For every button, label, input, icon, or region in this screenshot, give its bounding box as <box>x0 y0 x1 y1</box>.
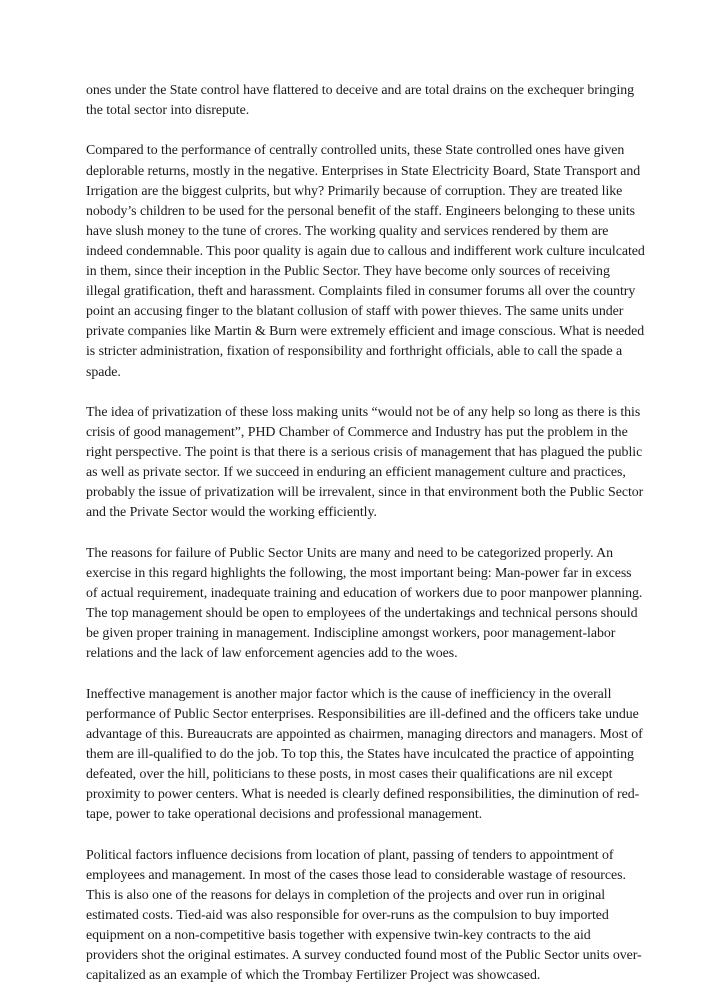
paragraph-3: The idea of privatization of these loss making units “would not be of any help so long as there is this crisis of good management”, PHD Chamber of Commerce and Industry has put the problem in the right perspective. The point is that there is a serious crisis of management that has plagued the public as well as private sector. If we succeed in enduring an efficient management culture and practices, probably the issue of privatization will be irrevalent, since in that environment both the Public Sector and the Private Sector would the working efficiently. <box>86 404 644 521</box>
paragraph-5: Ineffective management is another major factor which is the cause of inefficiency in the overall performance of Public Sector enterprises. Responsibilities are ill-defined and the officers take undue advantage of this. Bureaucrats are appointed as chairmen, managing directors and managers. Most of them are ill-qualified to do the job. To top this, the States have inculcated the practice of appointing defeated, over the hill, politicians to these posts, in most cases their qualifications are nil except proximity to power centers. What is needed is clearly defined responsibilities, the diminution of red-tape, power to take operational decisions and professional management. <box>86 686 643 823</box>
document-body <box>86 81 646 986</box>
paragraph-6: Political factors influence decisions from location of plant, passing of tenders to appointment of employees and management. In most of the cases those lead to considerable wastage of resources. This is also one of the reasons for delays in completion of the projects and over run in original estimated costs. Tied-aid was also responsible for over-runs as the compulsion to buy imported equipment on a non-competitive basis together with expensive twin-key contracts to the aid providers shot the original estimates. A survey conducted found most of the Public Sector units over-capitalized as an example of which the Trombay Fertilizer Project was showcased. <box>86 847 642 984</box>
paragraph-4: The reasons for failure of Public Sector Units are many and need to be categorized properly. An exercise in this regard highlights the following, the most important being: Man-power far in excess of actual requirement, inadequate training and education of workers due to poor manpower planning. The top management should be open to employees of the undertakings and technical persons should be given proper training in management. Indiscipline amongst workers, poor management-labor relations and the lack of law enforcement agencies add to the woes. <box>86 545 643 662</box>
paragraph-2: Compared to the performance of centrally controlled units, these State controlled ones have given deplorable returns, mostly in the negative. Enterprises in State Electricity Board, State Transport and Irrigation are the biggest culprits, but why? Primarily because of corruption. They are treated like nobody’s children to be used for the personal benefit of the staff. Engineers belonging to these units have slush money to the tune of crores. The working quality and services rendered by them are indeed condemnable. This poor quality is again due to callous and indifferent work culture inculcated in them, since their inception in the Public Sector. They have become only sources of receiving illegal gratification, theft and harassment. Complaints filed in consumer forums all over the country point an accusing finger to the blatant collusion of staff with power thieves. The same units under private companies like Martin & Burn were extremely efficient and image conscious. What is needed is stricter administration, fixation of responsibility and forthright officials, able to call the spade a spade. <box>86 143 645 380</box>
paragraph-1: ones under the State control have flattered to deceive and are total drains on the exchequer bringing the total sector into disrepute. <box>86 83 635 119</box>
